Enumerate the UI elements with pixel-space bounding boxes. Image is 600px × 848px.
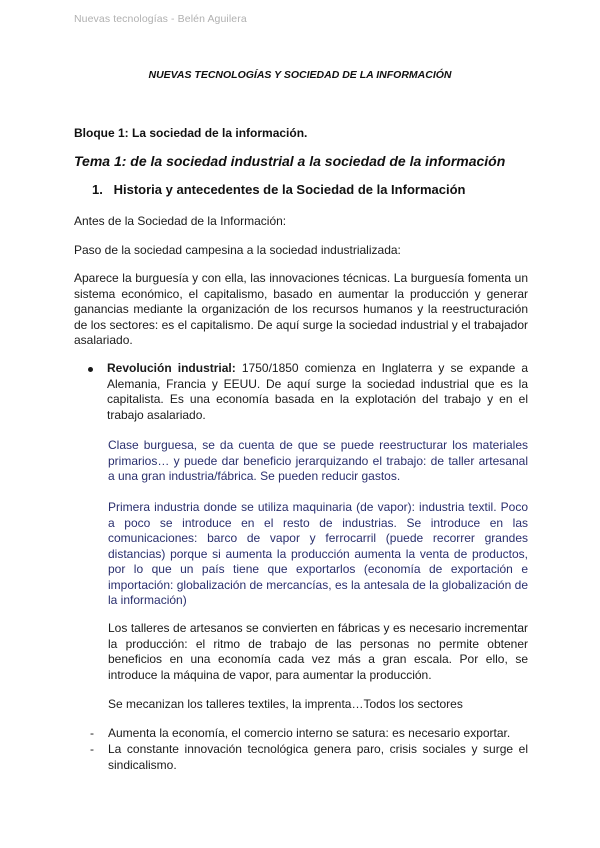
- intro-line-2: Paso de la sociedad campesina a la sociedad industrializada:: [74, 243, 401, 257]
- dash-marker-1: -: [90, 726, 94, 740]
- section-number: 1.: [92, 182, 103, 197]
- paragraph-mecanizan: Se mecanizan los talleres textiles, la imprenta…Todos los sectores: [108, 697, 463, 711]
- bloque-heading: Bloque 1: La sociedad de la información.: [74, 126, 308, 140]
- section-title: Historia y antecedentes de la Sociedad de la Información: [113, 182, 466, 197]
- document-title: NUEVAS TECNOLOGÍAS Y SOCIEDAD DE LA INFORMACIÓN: [148, 69, 452, 81]
- note-clase-burguesa: Clase burguesa, se da cuenta de que se puede reestructurar los materiales primarios… y puede dar beneficio jerarquizando el trabajo: de taller artesanal a una gran industria/fábrica. Se pueden reducir gastos.: [108, 438, 528, 483]
- note-primera-industria: Primera industria donde se utiliza maquinaria (de vapor): industria textil. Poco a poco se introduce en el resto de industrias. Se introduce en las comunicaciones: barco de vapor y ferrocarril (puede recorrer grandes distancias) porque si aumenta la producción aumenta la venta de productos, por lo que un país tiene que exportarlos (economía de exportación e importación: globalización de mercancías, es la antesala de la globalización de la información): [108, 500, 528, 607]
- bullet-text: 1750/1850 comienza en Inglaterra y se expande a Alemania, Francia y EEUU. De aquí surge la sociedad industrial que es la capitalista. Es una economía basada en la explotación del trabajo y en el trabajo asalariado.: [107, 361, 529, 422]
- bullet-marker: [88, 367, 93, 372]
- dash-item-2: La constante innovación tecnológica genera paro, crisis sociales y surge el sindicalismo.: [108, 742, 528, 772]
- dash-marker-2: -: [90, 742, 94, 756]
- bullet-term: Revolución industrial:: [107, 361, 236, 375]
- page-header: Nuevas tecnologías - Belén Aguilera: [74, 13, 247, 25]
- dash-item-1: Aumenta la economía, el comercio interno se satura: es necesario exportar.: [108, 726, 511, 740]
- bullet-revolucion-industrial: [107, 361, 528, 423]
- intro-line-1: Antes de la Sociedad de la Información:: [74, 214, 287, 228]
- intro-paragraph: Aparece la burguesía y con ella, las innovaciones técnicas. La burguesía fomenta un sistema económico, el capitalismo, basado en aumentar la producción y generar ganancias mediante la organización de los recursos humanos y la reestructuración de los sectores: es el capitalismo. De aquí surge la sociedad industrial y el trabajador asalariado.: [74, 271, 528, 347]
- tema-heading: Tema 1: de la sociedad industrial a la sociedad de la información: [74, 153, 506, 169]
- paragraph-talleres: Los talleres de artesanos se convierten en fábricas y es necesario incrementar la producción: el ritmo de trabajo de las personas no permite obtener beneficios en una economía cada vez más a gran escala. Por ello, se introduce la máquina de vapor, para aumentar la producción.: [108, 621, 528, 682]
- section-heading: [92, 182, 465, 197]
